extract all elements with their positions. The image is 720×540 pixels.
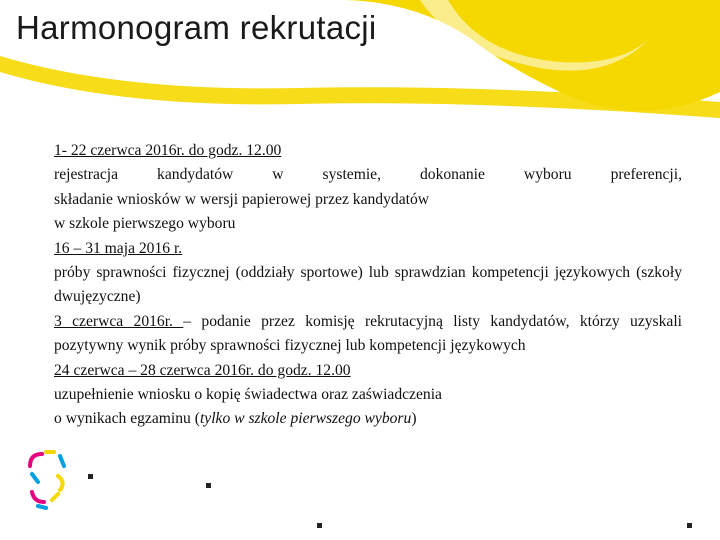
schedule-date-4: 24 czerwca – 28 czerwca 2016r. do godz. 12.00	[54, 361, 351, 379]
schedule-text-1-line-3: w szkole pierwszego wyboru	[54, 215, 236, 233]
schedule-text-4-prefix: o wynikach egzaminu (	[54, 410, 200, 428]
schedule-date-3: 3 czerwca 2016r.	[54, 312, 184, 330]
schedule-text-2: próby sprawności fizycznej (oddziały sportowe) lub sprawdzian kompetencji językowych (szkoły dwujęzyczne)	[54, 264, 682, 306]
schedule-text-4-line-1: uzupełnienie wniosku o kopię świadectwa oraz zaświadczenia	[54, 386, 442, 404]
schedule-item-3	[54, 310, 682, 359]
schedule-text-4-italic: tylko w szkole pierwszego wyboru	[199, 410, 412, 428]
city-logo-icon	[24, 448, 74, 516]
schedule-date-1: 1- 22 czerwca 2016r. do godz. 12.00	[54, 142, 282, 159]
schedule-text-4-line-2	[54, 407, 682, 431]
schedule-text-3: – podanie przez komisję rekrutacyjną listy kandydatów, którzy uzyskali pozytywny wynik próby sprawności fizycznej lub kompetencji językowych	[54, 312, 682, 355]
page-title: Harmonogram rekrutacji	[16, 9, 377, 46]
schedule-text-1-line-2: składanie wniosków w wersji papierowej przez kandydatów	[54, 190, 430, 208]
dot	[88, 474, 93, 479]
schedule-content	[54, 139, 682, 432]
dot	[687, 523, 692, 528]
schedule-date-2: 16 – 31 maja 2016 r.	[54, 239, 183, 257]
dot	[317, 523, 322, 528]
dot	[206, 483, 211, 488]
schedule-text-4-suffix: )	[411, 410, 417, 428]
schedule-text-1-line-1: rejestracja kandydatów w systemie, dokonanie wyboru preferencji,	[54, 166, 682, 184]
